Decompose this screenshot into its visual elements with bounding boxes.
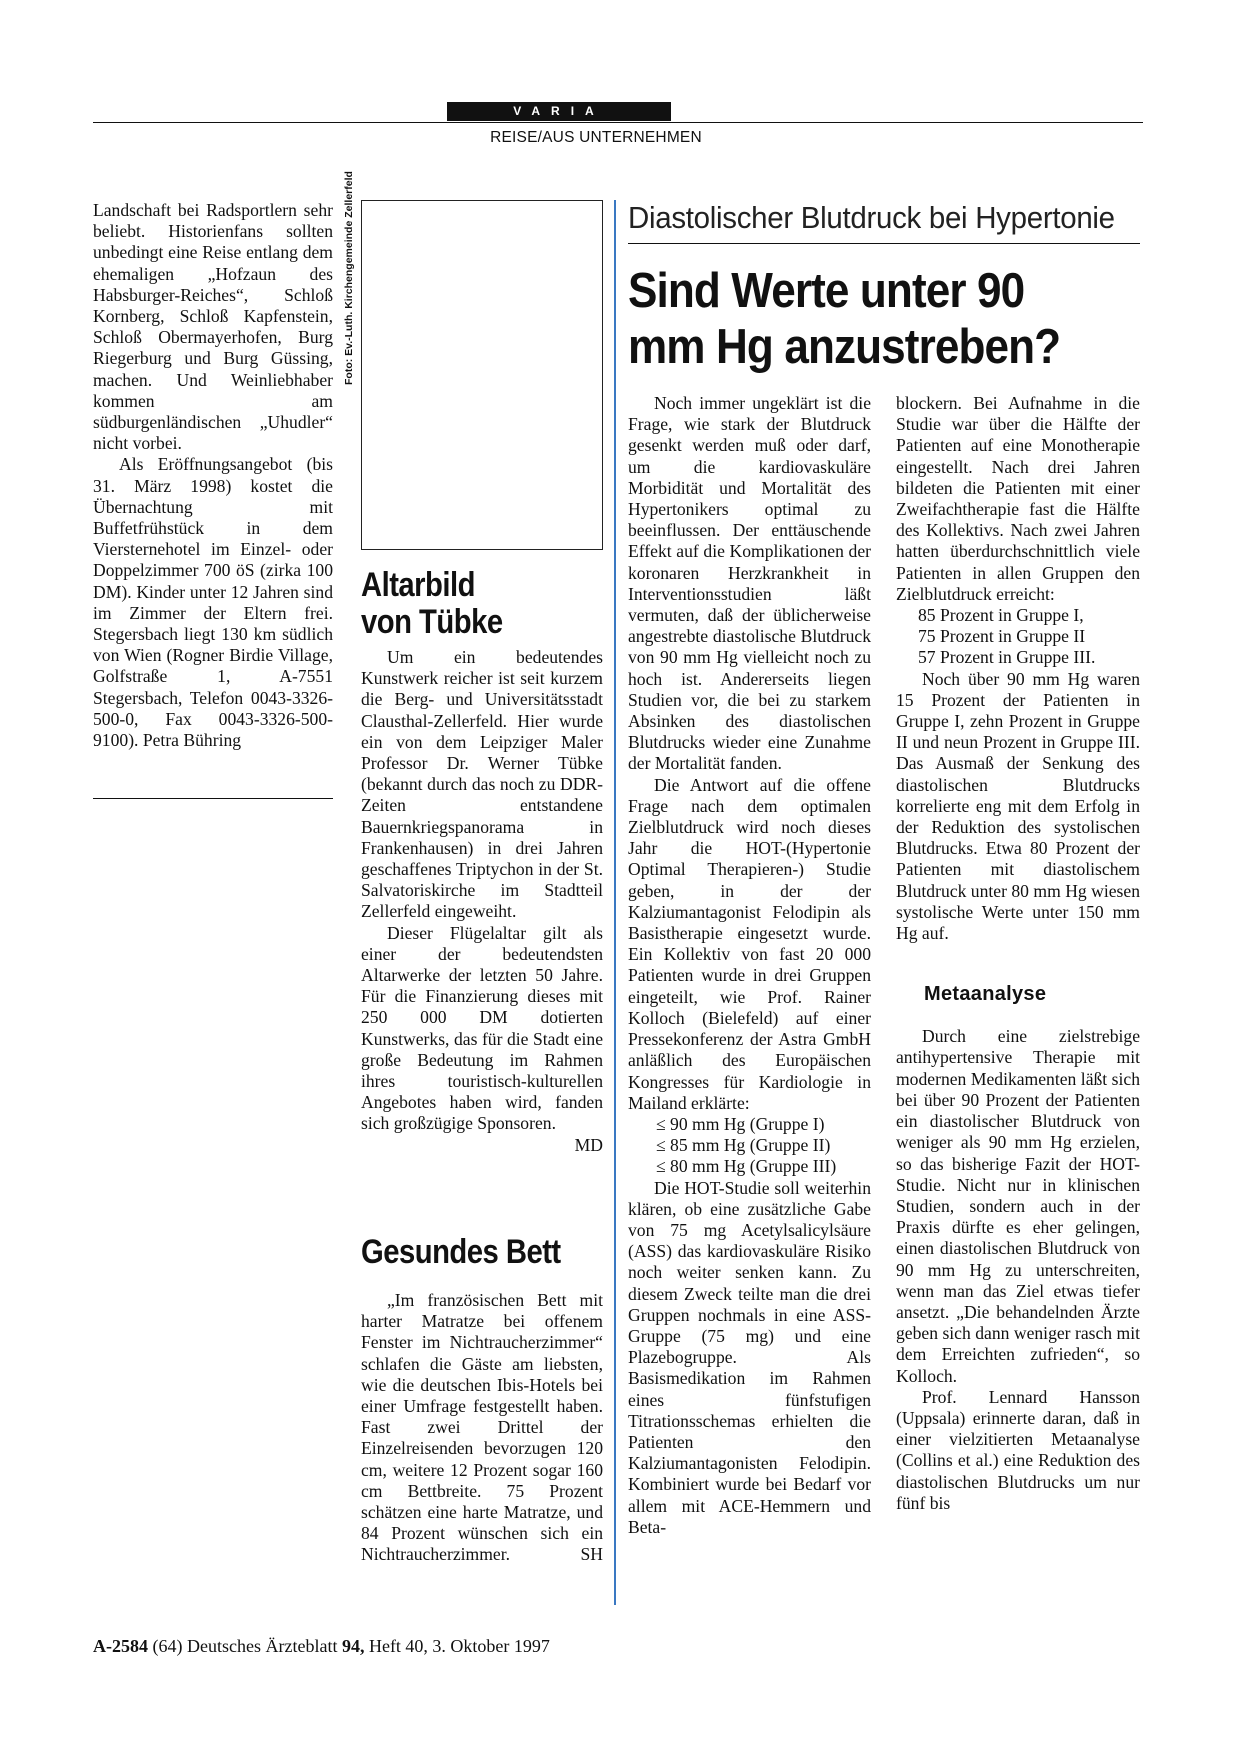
altarbild-headline-line1: Altarbild bbox=[361, 566, 475, 604]
page-footer bbox=[93, 1636, 793, 1657]
bett-article bbox=[361, 1290, 603, 1566]
result-item-2: 75 Prozent in Gruppe II bbox=[918, 626, 1086, 647]
altarbild-article bbox=[361, 647, 603, 1156]
page-number: (64) bbox=[152, 1636, 183, 1656]
group-item-3: ≤ 80 mm Hg (Gruppe III) bbox=[656, 1156, 837, 1177]
article-a-paragraph-2: Die Antwort auf die offene Frage nach dem optimalen Zielblutdruck wird noch dieses Jahr die HOT-(Hypertonie Optimal Therapieren-) Studie geben, in der der Kalziumantagonist Felodipin als Basistherapie eingesetzt wurde. Ein Kollektiv von fast 20 000 Patienten wurde in drei Gruppen eingeteilt, wie Prof. Rainer Kolloch (Bielefeld) auf einer Pressekonferenz der Astra GmbH anläßlich des Europäischen Kongresses für Kardiologie in Mailand erklärte: bbox=[628, 774, 871, 1113]
article-headline-line1: Sind Werte unter 90 bbox=[628, 264, 1025, 318]
article-b-paragraph-4: Prof. Lennard Hansson (Uppsala) erinnerte daran, daß in einer vielzitierten Metaanalyse (Collins et al.) eine Reduktion des diastolischen Blutdrucks um nur fünf bis bbox=[896, 1386, 1140, 1513]
altarbild-paragraph-1: Um ein bedeutendes Kunstwerk reicher ist seit kurzem die Berg- und Universitätsstadt Clausthal-Zellerfeld. Hier wurde ein von dem Leipziger Maler Professor Dr. Werner Tübke (bekannt durch das noch zu DDR-Zeiten entstandene Bauernkriegspanorama in Frankenhausen) in drei Jahren geschaffenes Triptychon in der St. Salvatoriskirche im Stadtteil Zellerfeld eingeweiht. bbox=[361, 647, 603, 922]
result-item-1: 85 Prozent in Gruppe I, bbox=[918, 605, 1084, 626]
article-column-a bbox=[628, 393, 871, 1538]
travel-paragraph-1: Landschaft bei Radsportlern sehr beliebt. Historienfans sollten unbedingt eine Reise entlang dem ehemaligen „Hofzaun des Habsburger-Reiches“, Schloß Kornberg, Schloß Kapfenstein, Schloß Obermayerhofen, Burg Riegerburg und Burg Güssing, machen. Und Weinliebhaber kommen am südburgenländischen „Uhudler“ nicht vorbei. bbox=[93, 200, 333, 454]
altarbild-headline-line2: von Tübke bbox=[361, 603, 503, 641]
travel-paragraph-2: Als Eröffnungsangebot (bis 31. März 1998) kostet die Übernachtung mit Buffetfrühstück in dem Viersternehotel im Einzel- oder Doppelzimmer 700 öS (zirka 100 DM). Kinder unter 12 Jahren sind im Zimmer der Eltern frei. Stegersbach liegt 130 km südlich von Wien (Rogner Birdie Village, Golfstraße 1, A-7551 Stegersbach, Telefon 0043-3326-500-0, Fax 0043-3326-500-9100). Petra Bühring bbox=[93, 454, 333, 751]
altarbild-headline bbox=[361, 567, 606, 641]
journal-issue: Heft 40, 3. Oktober 1997 bbox=[368, 1636, 550, 1656]
altarbild-paragraph-2-text: Dieser Flügelaltar gilt als einer der bedeutendsten Altarwerke der letzten 50 Jahre. Für die Finanzierung dieses mit 250 000 DM dotierten Kunstwerks, das für die Stadt eine große Bedeutung im Rahmen ihres touristisch-kulturellen Angebotes haben wird, fanden sich großzügige Sponsoren. bbox=[361, 922, 603, 1134]
article-a-paragraph-1: Noch immer ungeklärt ist die Frage, wie stark der Blutdruck gesenkt werden muß oder darf, um die kardiovaskuläre Morbidität und Mortalität des Hypertonikers optimal zu beeinflussen. Der enttäuschende Effekt auf die Komplikationen der koronaren Herzkrankheit in Interventionsstudien läßt vermuten, daß der üblicherweise angestrebte diastolische Blutdruck von 90 mm Hg vielleicht noch zu hoch ist. Andererseits liegen Studien vor, die bei zu starkem Absinken des diastolischen Blutdrucks wieder eine Zunahme der Mortalität fanden. bbox=[628, 393, 871, 774]
group-item-1: ≤ 90 mm Hg (Gruppe I) bbox=[656, 1113, 825, 1134]
article-headline-line2: mm Hg anzustreben? bbox=[628, 320, 1061, 374]
journal-name: Deutsches Ärzteblatt bbox=[187, 1636, 338, 1656]
photo-credit: Foto: Ev.-Luth. Kirchengemeinde Zellerfeld bbox=[343, 171, 355, 385]
result-item-3: 57 Prozent in Gruppe III. bbox=[918, 647, 1096, 668]
altarbild-paragraph-2 bbox=[361, 922, 603, 1155]
altar-photo bbox=[361, 200, 603, 550]
article-a-paragraph-3: Die HOT-Studie soll weiterhin klären, ob eine zusätzliche Gabe von 75 mg Acetylsalicylsäure (ASS) das kardiovaskuläre Risiko noch weiter senken kann. Zu diesem Zweck teilte man die drei Gruppen nochmals in eine ASS-Gruppe (75 mg) und eine Plazebogruppe. Als Basismedikation im Rahmen eines fünfstufigen Titrationsschemas erhielten die Patienten den Kalziumantagonisten Felodipin. Kombiniert wurde bei Bedarf vor allem mit ACE-Hemmern und Beta- bbox=[628, 1177, 871, 1537]
altarbild-author: MD bbox=[574, 1134, 603, 1155]
page-code: A-2584 bbox=[93, 1636, 148, 1656]
journal-volume: 94, bbox=[341, 1636, 365, 1656]
article-column-b bbox=[896, 393, 1140, 1514]
metaanalyse-subheading: Metaanalyse bbox=[924, 983, 1047, 1006]
section-label: VARIA bbox=[447, 102, 671, 121]
group-item-2: ≤ 85 mm Hg (Gruppe II) bbox=[656, 1135, 831, 1156]
header-rule bbox=[93, 122, 1143, 123]
bett-headline: Gesundes Bett bbox=[361, 1233, 561, 1271]
bett-author: SH bbox=[580, 1544, 603, 1565]
bett-paragraph bbox=[361, 1290, 603, 1566]
column-end-rule bbox=[93, 798, 333, 799]
article-divider bbox=[614, 200, 616, 1605]
subsection-label: REISE/AUS UNTERNEHMEN bbox=[490, 129, 702, 146]
overline-rule bbox=[628, 243, 1140, 244]
article-b-paragraph-2: Noch über 90 mm Hg waren 15 Prozent der Patienten in Gruppe I, zehn Prozent in Gruppe II und neun Prozent in Gruppe III. Das Ausmaß der Senkung des diastolischen Blutdrucks korrelierte eng mit dem Erfolg in der Reduktion des systolischen Blutdrucks. Etwa 80 Prozent der Patienten mit diastolischem Blutdruck unter 80 mm Hg wiesen systolische Werte unter 150 mm Hg auf. bbox=[896, 668, 1140, 944]
article-overline: Diastolischer Blutdruck bei Hypertonie bbox=[628, 200, 1115, 235]
bett-paragraph-text: „Im französischen Bett mit harter Matratze bei offenem Fenster im Nichtraucherzimmer“ schlafen die Gäste am liebsten, wie die deutschen Ibis-Hotels bei einer Umfrage festgestellt haben. Fast zwei Drittel der Einzelreisenden bevorzugen 120 cm, weitere 12 Prozent sogar 160 cm Bettbreite. 75 Prozent schätzen eine harte Matratze, und 84 Prozent wünschen sich ein Nichtraucherzimmer. bbox=[361, 1290, 603, 1565]
article-b-paragraph-3: Durch eine zielstrebige antihypertensive Therapie mit modernen Medikamenten läßt sich bei über 90 Prozent der Patienten ein diastolischer Blutdruck von weniger als 90 mm Hg erzielen, so das bisherige Fazit der HOT-Studie. Nicht nur in klinischen Studien, sondern auch in der Praxis dürfte es eher gelingen, einen diastolischen Blutdruck von 90 mm Hg zu unterschreiten, wenn man das Ziel etwas tiefer ansetzt. „Die behandelnden Ärzte geben sich dann weniger rasch mit dem Erreichten zufrieden“, so Kolloch. bbox=[896, 1026, 1140, 1386]
article-b-paragraph-1: blockern. Bei Aufnahme in die Studie war über die Hälfte der Patienten auf eine Monotherapie eingestellt. Nach drei Jahren bildeten die Patienten mit einer Zweifachtherapie fast die Hälfte des Kollektivs. Nach zwei Jahren hatten überdurchschnittlich viele Patienten in allen Gruppen den Zielblutdruck erreicht: bbox=[896, 393, 1140, 604]
article-headline bbox=[628, 263, 1168, 375]
travel-article-column bbox=[93, 200, 333, 751]
